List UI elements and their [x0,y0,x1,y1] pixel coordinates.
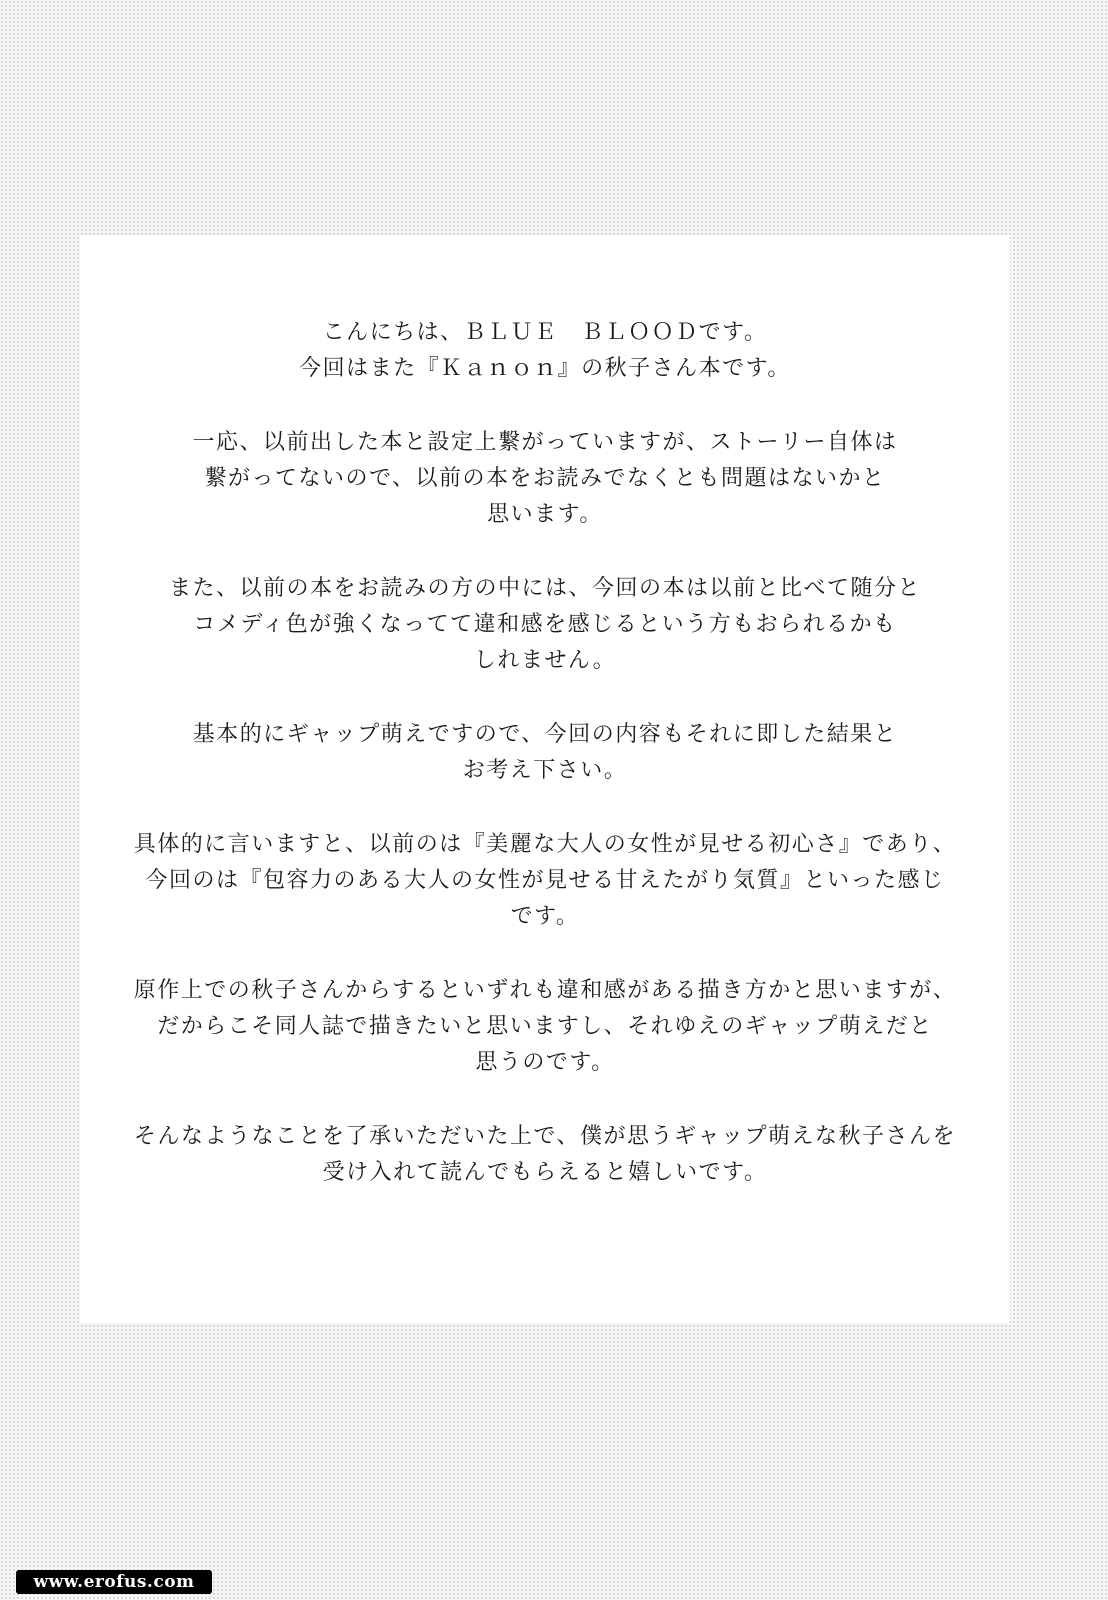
paragraph-7 [80,1119,1010,1191]
text-line: 繋がってないので、以前の本をお読みでなくとも問題はないかと [204,466,886,491]
text-line: 思うのです。 [475,1050,615,1075]
paragraph-6 [80,973,1010,1081]
site-watermark: www.erofus.com [16,1570,212,1594]
text-line: 一応、以前出した本と設定上繋がっていますが、ストーリー自体は [192,430,898,455]
text-line: こんにちは、ＢＬＵＥ ＢＬＯＯＤです。 [322,320,768,345]
text-line: 今回はまた『Ｋａｎｏｎ』の秋子さん本です。 [299,356,791,381]
text-line: 基本的にギャップ萌えですので、今回の内容もそれに即した結果と [192,722,898,747]
paragraph-2 [80,425,1010,533]
text-line: そんなようなことを了承いただいた上で、僕が思うギャップ萌えな秋子さんを [133,1124,957,1149]
afterword-panel [80,235,1010,1323]
text-line: です。 [510,904,580,929]
paragraph-4 [80,717,1010,789]
text-line: コメディ色が強くなってて違和感を感じるという方もおられるかも [193,612,897,637]
text-line: 今回のは『包容力のある大人の女性が見せる甘えたがり気質』といった感じ [145,868,945,893]
paragraph-3 [80,571,1010,679]
text-line: だからこそ同人誌で描きたいと思いますし、それゆえのギャップ萌えだと [157,1014,933,1039]
afterword-text [80,315,1010,1229]
text-line: また、以前の本をお読みの方の中には、今回の本は以前と比べて随分と [168,576,921,601]
text-line: 原作上での秋子さんからするといずれも違和感がある描き方かと思いますが、 [133,978,957,1003]
text-line: 思います。 [487,502,603,527]
text-line: 受け入れて読んでもらえると嬉しいです。 [322,1160,768,1185]
text-line: お考え下さい。 [462,758,628,783]
paragraph-1 [80,315,1010,387]
text-line: しれません。 [473,648,617,673]
paragraph-5 [80,827,1010,935]
text-line: 具体的に言いますと、以前のは『美麗な大人の女性が見せる初心さ』であり、 [133,832,957,857]
